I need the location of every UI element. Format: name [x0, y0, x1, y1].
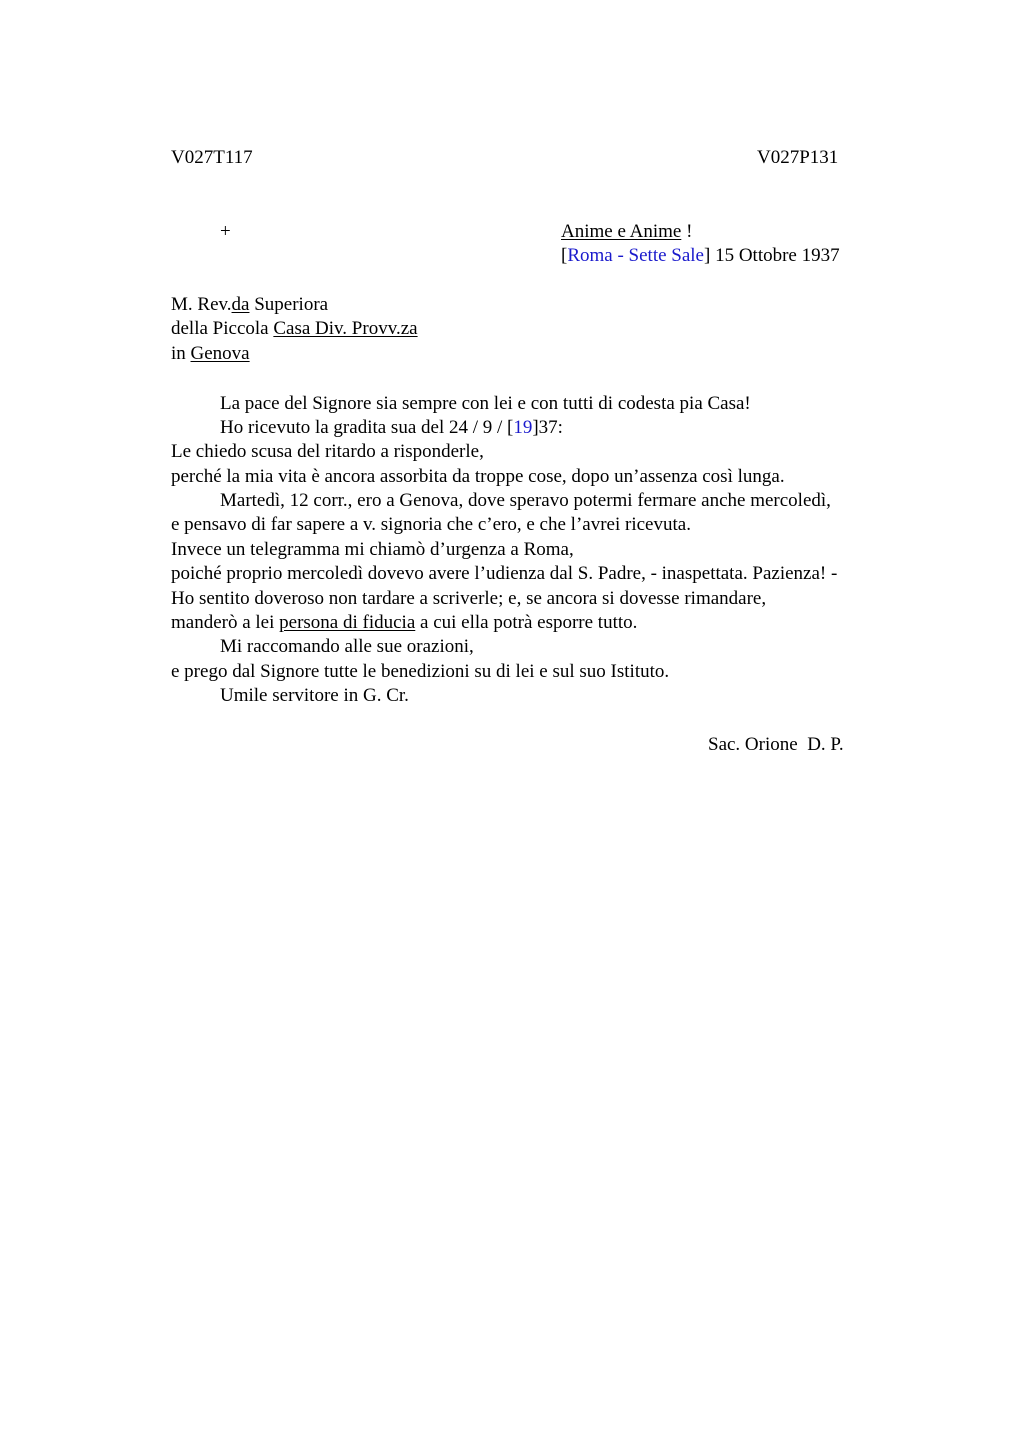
cross-mark: +	[220, 221, 231, 242]
motto-line	[561, 220, 692, 244]
body-line-2: Ho ricevuto la gradita sua del 24 / 9 / [19]37:	[220, 417, 563, 438]
body-line-4: perché la mia vita è ancora assorbita da troppe cose, dopo un’assenza così lunga.	[171, 466, 785, 487]
body-line-1: La pace del Signore sia sempre con lei e con tutti di codesta pia Casa!	[220, 393, 751, 414]
body-line-3: Le chiedo scusa del ritardo a risponderle,	[171, 441, 484, 462]
date: 15 Ottobre 1937	[710, 245, 840, 266]
body-line-5: Martedì, 12 corr., ero a Genova, dove speravo potermi fermare anche mercoledì,	[220, 490, 831, 511]
place: Roma - Sette Sale	[567, 245, 704, 266]
place-date-line	[561, 244, 840, 268]
body-line-13: Umile servitore in G. Cr.	[220, 685, 409, 706]
body-line-9: Ho sentito doveroso non tardare a scriverle; e, se ancora si dovesse rimandare,	[171, 588, 767, 609]
signature: Sac. Orione D. P.	[708, 734, 844, 755]
document-code-left: V027T117	[171, 147, 253, 168]
body-line-12: e prego dal Signore tutte le benedizioni su di lei e sul suo Istituto.	[171, 661, 670, 682]
page-code-right: V027P131	[757, 147, 839, 168]
place-bracket-close: ]	[704, 245, 711, 266]
body-line-10: manderò a lei persona di fiducia a cui ella potrà esporre tutto.	[171, 612, 638, 633]
motto: Anime e Anime	[561, 221, 682, 242]
address-line-2: della Piccola Casa Div. Provv.za	[171, 318, 418, 339]
body-line-8: poiché proprio mercoledì dovevo avere l’udienza dal S. Padre, - inaspettata. Pazienza! -	[171, 563, 838, 584]
address-line-1: M. Rev.da Superiora	[171, 294, 329, 315]
body-line-11: Mi raccomando alle sue orazioni,	[220, 636, 474, 657]
place-bracket-open: [	[561, 245, 568, 266]
motto-suffix: !	[681, 221, 693, 242]
body-line-6: e pensavo di far sapere a v. signoria che c’ero, e che l’avrei ricevuta.	[171, 514, 691, 535]
body-line-7: Invece un telegramma mi chiamò d’urgenza a Roma,	[171, 539, 574, 560]
address-line-3: in Genova	[171, 343, 250, 364]
